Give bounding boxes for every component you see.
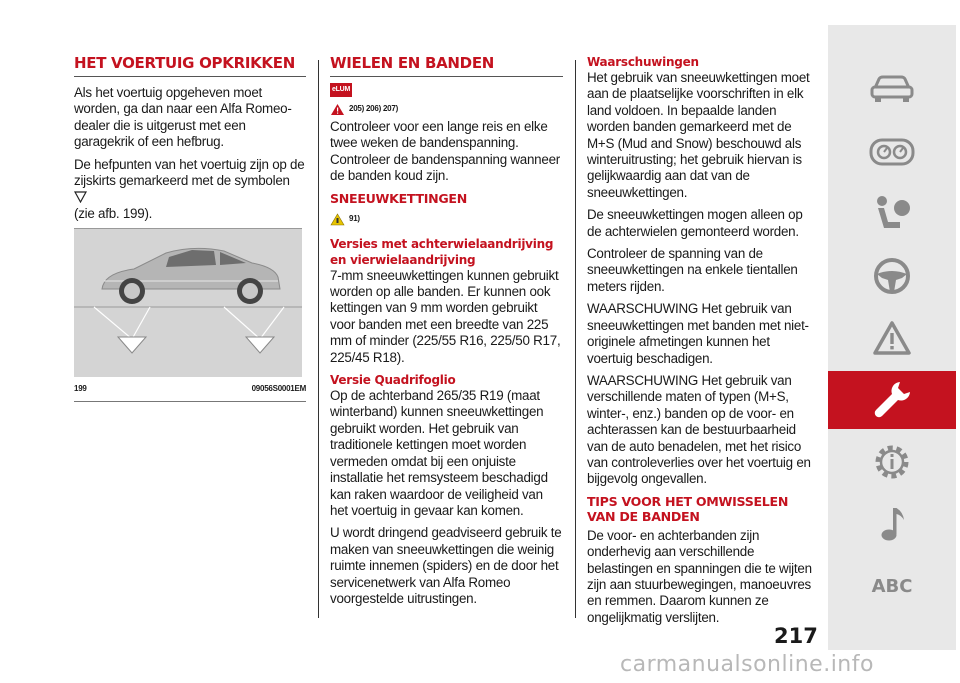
wrench-icon xyxy=(870,378,914,422)
instrument-panel-icon xyxy=(869,138,915,166)
warning-triangle-icon xyxy=(330,103,345,116)
paragraph: Als het voertuig opgeheven moet worden, ga dan naar een Alfa Romeo-dealer die is uitgerust met een garagekrik of een hefbrug. xyxy=(74,85,292,150)
info-gear-icon xyxy=(871,441,913,483)
heading-warnings: Waarschuwingen xyxy=(587,55,699,69)
paragraph: De voor- en achterbanden zijn onderhevig aan verschillende belastingen en spanningen die te wijten zijn aan stuurbewegingen, manoeuvres en remmen. Daarom kunnen ze ongelijkmatig verslijten. xyxy=(587,527,812,625)
warning-triangle-icon xyxy=(872,320,912,356)
heading-rwd-awd: Versies met achterwielaandrijving en vierwielaandrijving xyxy=(330,236,554,267)
paragraph: WAARSCHUWING Het gebruik van verschillende maten of typen (M+S, winter-, enz.) banden op de voor- en achterassen kan de bestuurbaarheid van de auto benadelen, met het risico van controleverlies over het voertuig en bijgevolg ongevallen. xyxy=(587,372,811,487)
sidebar-item-instruments[interactable] xyxy=(828,123,956,181)
heading-jacking: HET VOERTUIG OPKRIKKEN xyxy=(74,54,306,77)
paragraph: De hefpunten van het voertuig zijn op de zijskirts gemarkeerd met de symbolen (zie afb. 199). xyxy=(74,156,305,221)
car-lift-illustration xyxy=(74,229,302,377)
page-number: 217 xyxy=(774,624,818,648)
car-icon xyxy=(869,74,915,104)
sidebar-item-vehicle[interactable] xyxy=(828,60,956,118)
column-divider xyxy=(575,60,576,618)
heading-quadrifoglio: Versie Quadrifoglio xyxy=(330,373,456,388)
sidebar-item-driving[interactable] xyxy=(828,247,956,305)
paragraph: U wordt dringend geadviseerd gebruik te maken van sneeuwkettingen die weinig ruimte innemen (spiders) en de door het servicenetwerk van Alfa Romeo voorgestelde uitrustingen. xyxy=(330,525,562,606)
caution-triangle-icon xyxy=(330,213,345,226)
sidebar-item-emergency[interactable] xyxy=(828,309,956,367)
warning-refs: 205) 206) 207) xyxy=(330,99,563,119)
elum-badge: eLUM xyxy=(330,83,352,97)
column-divider xyxy=(318,60,319,618)
column-jacking xyxy=(74,54,306,402)
lift-point-icon xyxy=(74,190,87,203)
column-warnings xyxy=(587,54,815,632)
index-label: ABC xyxy=(871,575,913,597)
paragraph: De sneeuwkettingen mogen alleen op de achterwielen gemonteerd worden. xyxy=(587,207,803,239)
heading-snow-chains: SNEEUWKETTINGEN xyxy=(330,190,467,206)
sidebar-item-index[interactable] xyxy=(828,557,956,615)
figure-caption xyxy=(74,377,306,401)
paragraph: WAARSCHUWING Het gebruik van sneeuwkettingen met banden met niet-originele afmetingen kunnen het voertuig beschadigen. xyxy=(587,301,809,366)
sidebar-item-technical-data[interactable] xyxy=(828,433,956,491)
heading-wheels: WIELEN EN BANDEN xyxy=(330,54,563,77)
steering-wheel-icon xyxy=(872,256,912,296)
sidebar-item-multimedia[interactable] xyxy=(828,495,956,553)
sidebar-item-maintenance[interactable] xyxy=(828,371,956,429)
paragraph: Controleer de spanning van de sneeuwkettingen na enkele tientallen meters rijden. xyxy=(587,246,798,294)
paragraph: 7-mm sneeuwkettingen kunnen gebruikt worden op alle banden. Er kunnen ook kettingen van 9 mm worden gebruikt voor banden met een breedte van 225 mm of minder (225/55 R16, 225/50 R17, 225/45 R18). xyxy=(330,267,561,365)
airbag-seat-icon xyxy=(870,194,914,234)
paragraph: Op de achterband 265/35 R19 (maat winterband) kunnen sneeuwkettingen gebruikt worden. Het gebruik van traditionele kettingen moet worden vermeden omdat bij een onjuiste installatie het remsysteem beschadigd kan raken waardoor de veiligheid van het voertuig in gevaar kan komen. xyxy=(330,388,548,518)
watermark: carmanualsonline.info xyxy=(620,652,874,677)
heading-tyre-rotation: TIPS VOOR HET OMWISSELEN VAN DE BANDEN xyxy=(587,493,789,524)
paragraph: Het gebruik van sneeuwkettingen moet aan de plaatselijke voorschriften in elk land voldoen. In bepaalde landen worden banden gemarkeerd met de M+S (Mud and Snow) beschouwd als winteruitrusting; het gebruik hiervan is gelijkwaardig aan dat van de sneeuwkettingen. xyxy=(587,70,810,200)
figure-lift-points xyxy=(74,228,302,377)
caution-refs: 91) xyxy=(330,210,563,230)
elum-row xyxy=(330,81,563,99)
figure-code: 09056S0001EM xyxy=(251,384,306,394)
music-note-icon xyxy=(877,504,907,544)
chapter-sidebar xyxy=(828,25,956,650)
column-wheels xyxy=(330,54,563,613)
figure-number: 199 xyxy=(74,384,87,394)
paragraph: Controleer voor een lange reis en elke twee weken de bandenspanning. Controleer de bandenspanning wanneer de banden koud zijn. xyxy=(330,119,560,184)
sidebar-item-safety[interactable] xyxy=(828,185,956,243)
